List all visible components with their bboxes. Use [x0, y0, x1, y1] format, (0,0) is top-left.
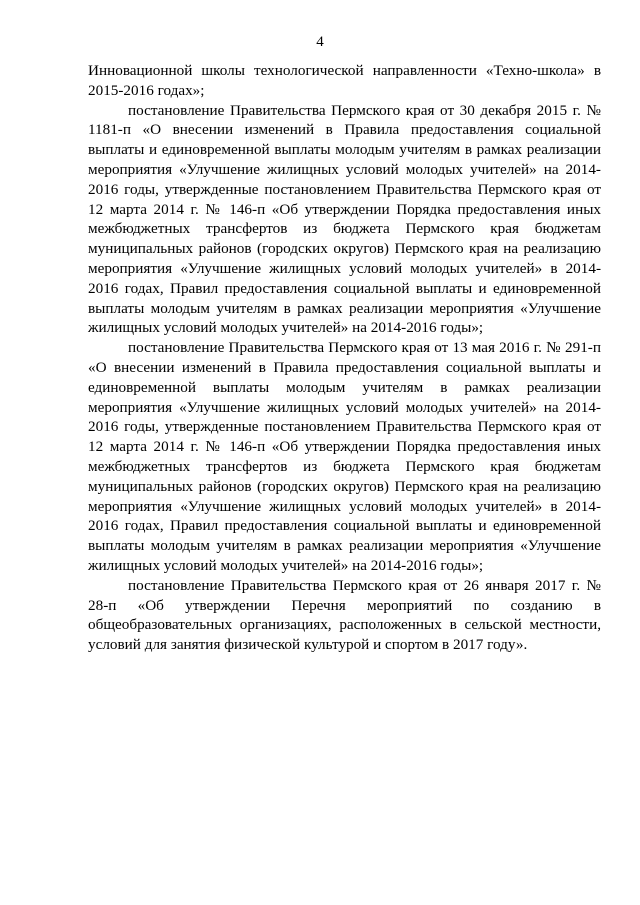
paragraph-resolution-28: постановление Правительства Пермского края от 26 января 2017 г. № 28-п «Об утверждении Перечня мероприятий по созданию в общеобразовательных организациях, расположенных в сельской местности, условий для занятия физической культурой и спортом в 2017 году». — [88, 576, 601, 654]
page-number: 4 — [316, 34, 324, 50]
paragraph-resolution-1181: постановление Правительства Пермского края от 30 декабря 2015 г. № 1181-п «О внесении изменений в Правила предоставления социальной выплаты и единовременной выплаты молодым учителям в рамках реализации мероприятия «Улучшение жилищных условий молодых учителей» на 2014-2016 годы, утвержденные постановлением Правительства Пермского края от 12 марта 2014 г. № 146-п «Об утверждении Порядка предоставления иных межбюджетных трансфертов из бюджета Пермского края бюджетам муниципальных районов (городских округов) Пермского края на реализацию мероприятия «Улучшение жилищных условий молодых учителей» в 2014-2016 годах, Правил предоставления социальной выплаты и единовременной выплаты молодым учителям в рамках реализации мероприятия «Улучшение жилищных условий молодых учителей» на 2014-2016 годы»; — [88, 101, 601, 337]
paragraph-resolution-291: постановление Правительства Пермского края от 13 мая 2016 г. № 291-п «О внесении изменений в Правила предоставления социальной выплаты и единовременной выплаты молодым учителям в рамках реализации мероприятия «Улучшение жилищных условий молодых учителей» на 2014-2016 годы, утвержденные постановлением Правительства Пермского края от 12 марта 2014 г. № 146-п «Об утверждении Порядка предоставления иных межбюджетных трансфертов из бюджета Пермского края бюджетам муниципальных районов (городских округов) Пермского края на реализацию мероприятия «Улучшение жилищных условий молодых учителей» в 2014-2016 годах, Правил предоставления социальной выплаты и единовременной выплаты молодым учителям в рамках реализации мероприятия «Улучшение жилищных условий молодых учителей» на 2014-2016 годы»; — [88, 339, 601, 574]
paragraph-continuation: Инновационной школы технологической направленности «Техно-школа» в 2015-2016 годах»; — [88, 62, 601, 99]
document-body — [88, 61, 601, 655]
